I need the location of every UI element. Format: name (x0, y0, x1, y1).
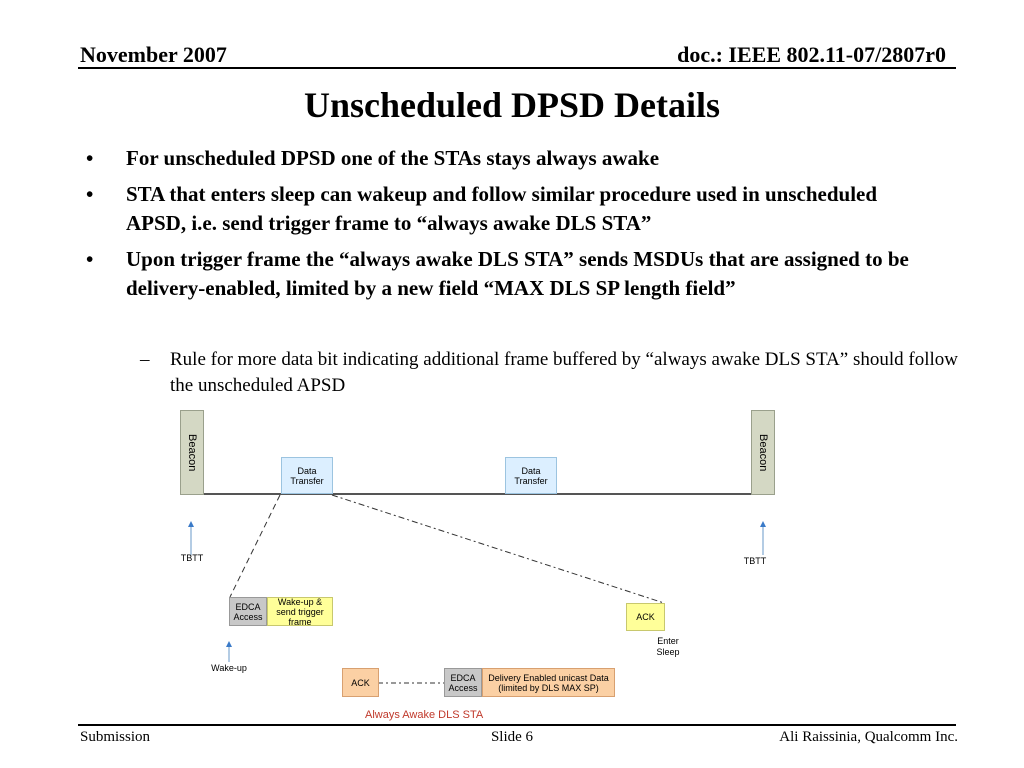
data-transfer-box-1: Data Transfer (281, 457, 333, 494)
bullet-text: For unscheduled DPSD one of the STAs stays always awake (126, 146, 660, 170)
tbtt-left-label: TBTT (180, 553, 204, 563)
bullet-glyph: • (86, 146, 94, 170)
wakeup-arrowhead (226, 641, 232, 647)
diagram-caption: Always Awake DLS STA (365, 709, 484, 721)
tbtt-right-arrowhead (760, 521, 766, 527)
beacon-right (751, 410, 775, 495)
data-transfer-box-2: Data Transfer (505, 457, 557, 494)
zoom-line-right (332, 495, 664, 603)
bullet-text: Upon trigger frame the “always awake DLS STA” sends MSDUs that are assigned to be delivery-enabled, limited by a new field “MAX DLS SP length field” (126, 247, 909, 300)
ack-box-right: ACK (626, 603, 665, 631)
bullet-glyph: • (86, 182, 94, 206)
sub-bullet-glyph: – (140, 349, 150, 370)
edca-access-box-1: EDCA Access (229, 597, 267, 626)
tbtt-left-arrowhead (188, 521, 194, 527)
slide-title: Unscheduled DPSD Details (303, 85, 721, 125)
beacon-left (180, 410, 204, 495)
bullet-glyph: • (86, 247, 94, 271)
bullet-item (86, 245, 936, 303)
header-doc-id: doc.: IEEE 802.11-07/2807r0 (677, 42, 946, 67)
beacon-left-label: Beacon (186, 433, 198, 472)
beacon-right-label: Beacon (757, 433, 769, 472)
header-date: November 2007 (80, 42, 227, 67)
footer-rule (78, 724, 956, 726)
sub-bullet (140, 347, 970, 399)
tbtt-right-label: TBTT (743, 556, 767, 566)
edca-access-box-2: EDCA Access (444, 668, 482, 697)
footer-slide-number: Slide 6 (490, 729, 534, 745)
bullet-text: STA that enters sleep can wakeup and follow similar procedure used in unscheduled APSD, i.e. send trigger frame to “always awake DLS STA” (126, 182, 878, 235)
sub-bullet-text: Rule for more data bit indicating additional frame buffered by “always awake DLS STA” should follow the unscheduled APSD (170, 349, 958, 396)
footer-author: Ali Raissinia, Qualcomm Inc. (779, 729, 958, 745)
footer-submission: Submission (80, 729, 151, 745)
zoom-line-left (230, 495, 280, 597)
timing-diagram (0, 400, 1024, 730)
bullet-list (86, 144, 936, 310)
delivery-data-box: Delivery Enabled unicast Data (limited by DLS MAX SP) (482, 668, 615, 697)
bullet-item (86, 180, 936, 238)
wakeup-label: Wake-up (211, 663, 247, 673)
ack-box-left: ACK (342, 668, 379, 697)
enter-sleep-label: Enter Sleep (656, 636, 680, 657)
wakeup-trigger-box: Wake-up & send trigger frame (267, 597, 333, 626)
bullet-item (86, 144, 936, 173)
header-rule (78, 67, 956, 69)
